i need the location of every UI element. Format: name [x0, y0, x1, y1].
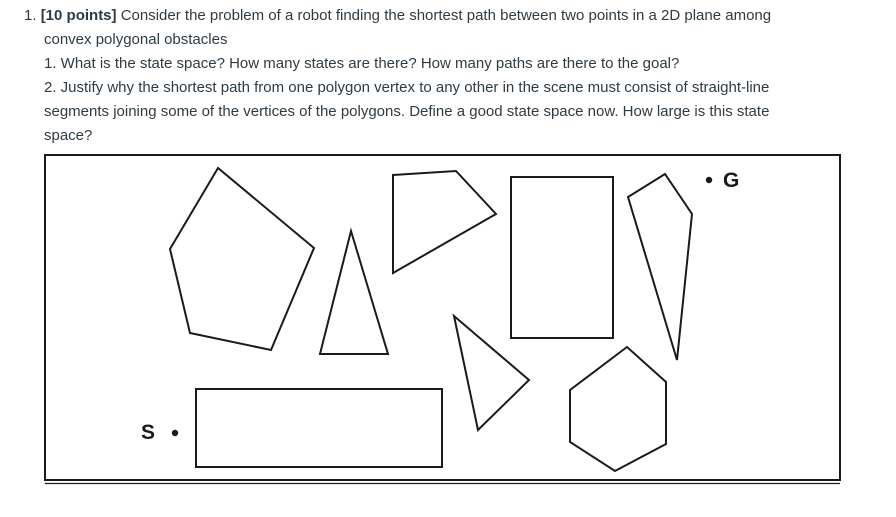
obstacle-figure [44, 154, 841, 485]
obstacle-quadrilateral [393, 171, 496, 273]
goal-point [706, 177, 712, 183]
goal-label: G [723, 169, 740, 192]
question-number: 1. [24, 7, 37, 24]
question-points: [10 points] [40, 7, 117, 24]
start-point [172, 430, 178, 436]
subquestion-2-line2: segments joining some of the vertices of the polygons. Define a good state space now. How large is this state [44, 103, 770, 120]
subquestion-2-line1: 2. Justify why the shortest path from one polygon vertex to any other in the scene must consist of straight-line [44, 79, 770, 96]
obstacle-hexagon [570, 347, 666, 471]
question-intro-line2: convex polygonal obstacles [44, 31, 228, 48]
question-intro [24, 4, 874, 28]
start-label: S [141, 421, 156, 444]
obstacle-tall-triangle [320, 231, 388, 354]
question-intro-line1: Consider the problem of a robot finding the shortest path between two points in a 2D plane among [120, 7, 772, 24]
obstacle-narrow-quadrilateral [628, 174, 692, 360]
obstacle-rectangle-upper [511, 177, 613, 338]
question-text [24, 4, 874, 148]
subquestion-2-line3: space? [44, 127, 93, 144]
obstacle-figure-svg [44, 154, 841, 485]
subquestion-1: 1. What is the state space? How many states are there? How many paths are there to the goal? [44, 55, 680, 72]
obstacle-rectangle-lower [196, 389, 442, 467]
obstacle-pentagon [170, 168, 314, 350]
obstacle-triangle-lower [454, 316, 529, 430]
